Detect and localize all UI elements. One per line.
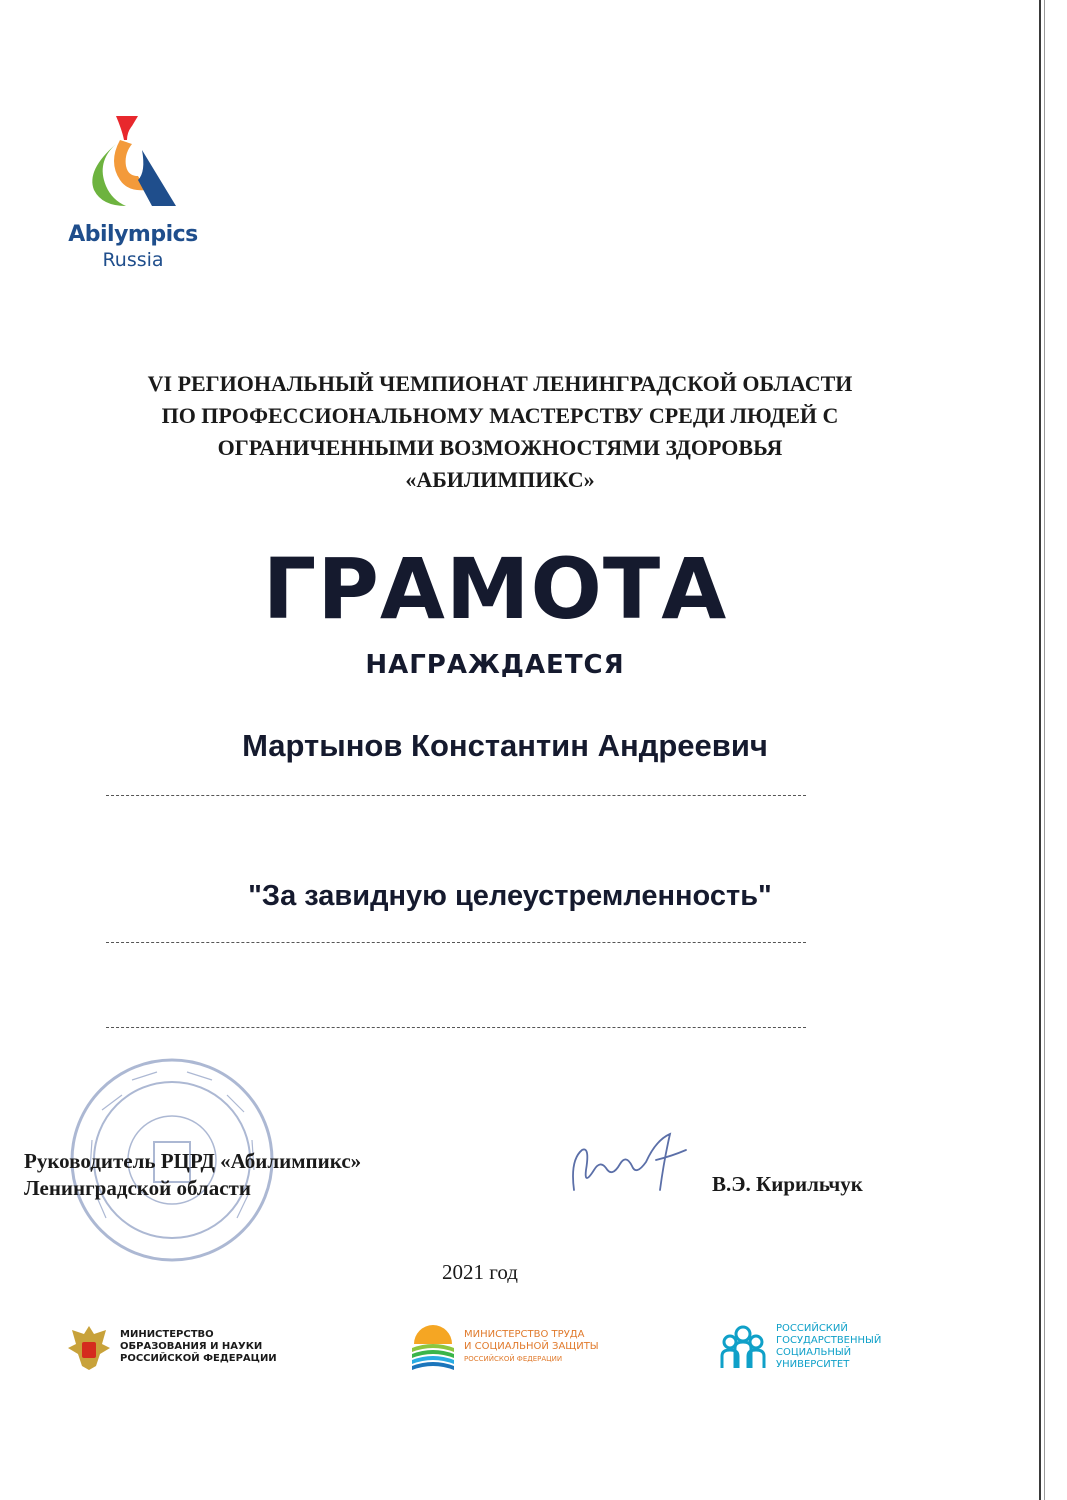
ministry-labor-line-2: И СОЦИАЛЬНОЙ ЗАЩИТЫ	[464, 1341, 599, 1352]
double-headed-eagle-icon	[66, 1322, 112, 1372]
scan-edge-shadow	[1044, 0, 1045, 1500]
handwritten-signature	[560, 1120, 700, 1210]
ministry-labor-line-1: МИНИСТЕРСТВО ТРУДА	[464, 1329, 585, 1340]
reason-underline	[106, 942, 806, 943]
abilympics-emblem-icon	[76, 110, 186, 210]
scan-edge	[1039, 0, 1041, 1500]
heading-line-4: «АБИЛИМПИКС»	[405, 467, 595, 492]
ministry-labor-logo	[410, 1322, 599, 1372]
logo-name: Abilympics	[68, 222, 198, 247]
sun-waves-icon	[410, 1322, 456, 1372]
heading-line-2: ПО ПРОФЕССИОНАЛЬНОМУ МАСТЕРСТВУ СРЕДИ ЛЮДЕЙ С	[161, 403, 839, 428]
ministry-education-line-2: ОБРАЗОВАНИЯ И НАУКИ	[120, 1341, 263, 1352]
ministry-education-line-3: РОССИЙСКОЙ ФЕДЕРАЦИИ	[120, 1353, 277, 1364]
abilympics-logo	[48, 110, 218, 271]
university-line-1: РОССИЙСКИЙ	[776, 1323, 848, 1334]
signatory-role	[24, 1148, 361, 1202]
signatory-role-line-1: Руководитель РЦРД «Абилимпикс»	[24, 1149, 362, 1173]
awarded-label: НАГРАЖДАЕТСЯ	[365, 650, 625, 680]
ministry-labor-line-3: РОССИЙСКОЙ ФЕДЕРАЦИИ	[464, 1355, 563, 1363]
recipient-underline	[106, 795, 806, 796]
people-circle-icon	[718, 1322, 768, 1372]
university-line-2: ГОСУДАРСТВЕННЫЙ	[776, 1335, 882, 1346]
championship-heading	[60, 368, 940, 496]
logo-country: Russia	[102, 249, 164, 271]
heading-line-3: ОГРАНИЧЕННЫМИ ВОЗМОЖНОСТЯМИ ЗДОРОВЬЯ	[217, 435, 783, 460]
certificate-year: 2021 год	[442, 1260, 518, 1284]
blank-underline	[106, 1027, 806, 1028]
ministry-education-line-1: МИНИСТЕРСТВО	[120, 1329, 214, 1340]
certificate-title: ГРАМОТА	[262, 540, 728, 638]
university-line-4: УНИВЕРСИТЕТ	[776, 1359, 850, 1370]
signatory-role-line-2: Ленинградской области	[24, 1176, 251, 1200]
recipient-name: Мартынов Константин Андреевич	[242, 728, 768, 763]
award-reason: "За завидную целеустремленность"	[248, 880, 772, 912]
ministry-education-logo	[66, 1322, 277, 1372]
signatory-name: В.Э. Кирильчук	[712, 1172, 863, 1196]
university-line-3: СОЦИАЛЬНЫЙ	[776, 1347, 852, 1358]
heading-line-1: VI РЕГИОНАЛЬНЫЙ ЧЕМПИОНАТ ЛЕНИНГРАДСКОЙ ОБЛАСТИ	[147, 371, 853, 396]
university-logo	[718, 1322, 881, 1372]
